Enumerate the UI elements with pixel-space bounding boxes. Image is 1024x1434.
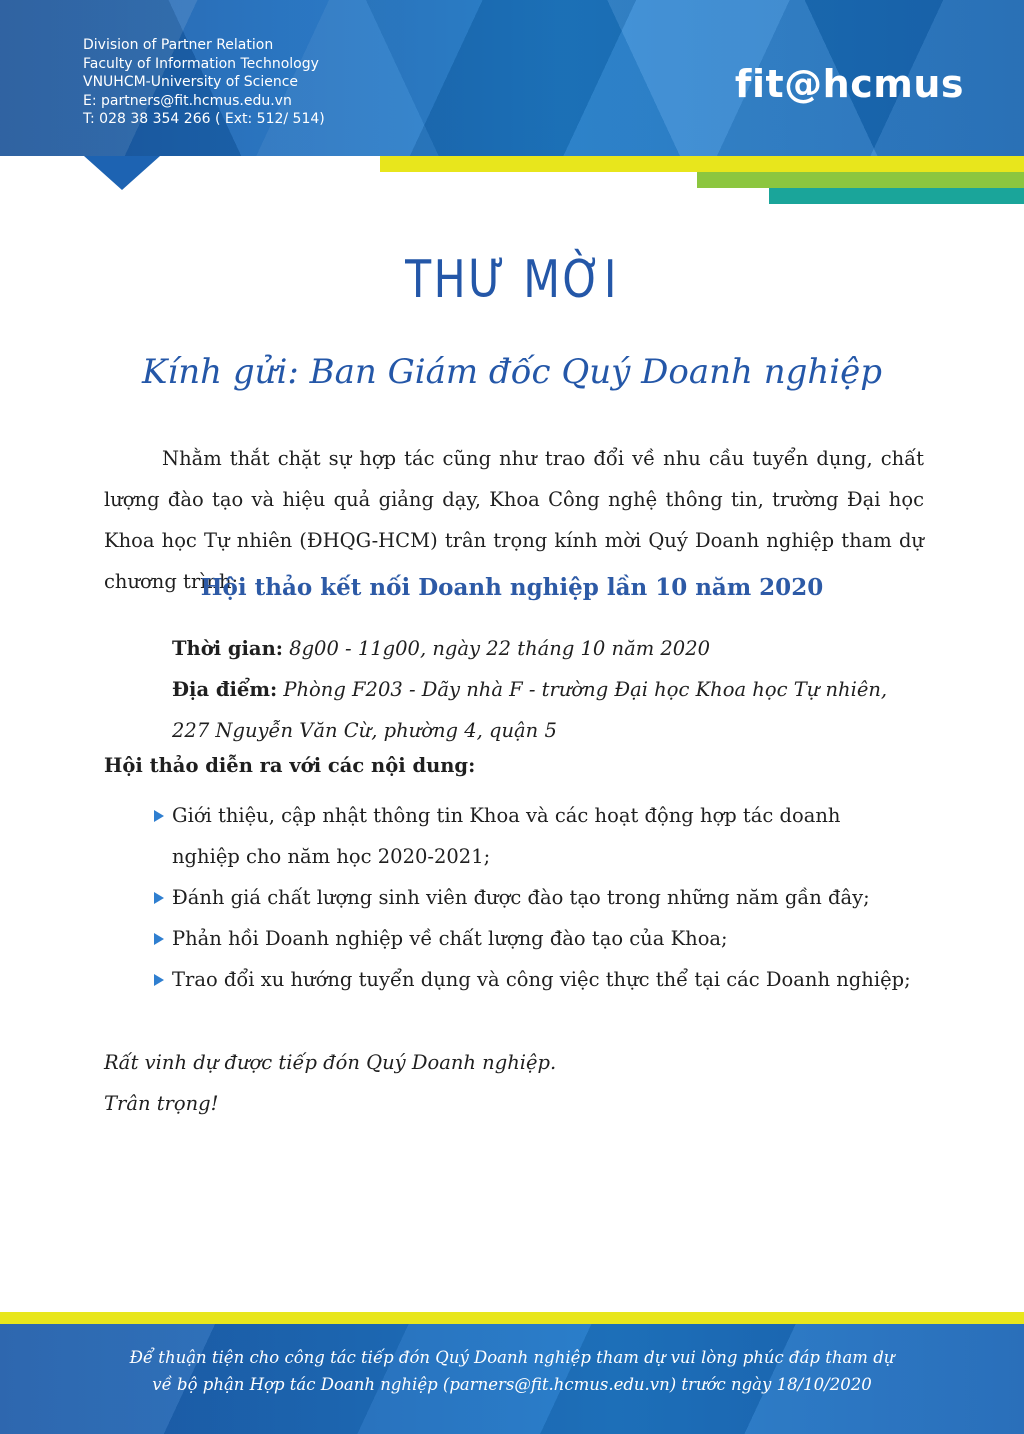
triangle-bullet-icon (154, 810, 164, 822)
footer-line: Để thuận tiện cho công tác tiếp đón Quý Doanh nghiệp tham dự vui lòng phúc đáp tham dự (129, 1348, 895, 1367)
banner-notch (84, 156, 160, 190)
triangle-bullet-icon (154, 933, 164, 945)
contact-line-university: VNUHCM-University of Science (83, 74, 299, 90)
triangle-bullet-icon (154, 974, 164, 986)
event-details (172, 628, 922, 751)
list-item (152, 918, 912, 959)
location-row (172, 669, 922, 751)
agenda-item-text: Phản hồi Doanh nghiệp về chất lượng đào tạo của Khoa; (172, 927, 728, 950)
list-item (152, 795, 912, 877)
closing-signoff: Trân trọng! (104, 1092, 219, 1115)
agenda-heading: Hội thảo diễn ra với các nội dung: (104, 754, 476, 777)
accent-stripe-yellow (380, 156, 1024, 172)
contact-line-phone: T: 028 38 354 266 ( Ext: 512/ 514) (83, 111, 325, 127)
contact-line-faculty: Faculty of Information Technology (83, 55, 319, 72)
time-row (172, 628, 922, 669)
event-title: Hội thảo kết nối Doanh nghiệp lần 10 năm 2020 (200, 574, 824, 601)
footer-note (0, 1344, 1024, 1398)
footer-banner (0, 1324, 1024, 1434)
contact-info (83, 36, 325, 129)
letter-title: THƯ MỜI (405, 250, 619, 310)
triangle-bullet-icon (154, 892, 164, 904)
list-item (152, 959, 912, 1000)
time-value: 8g00 - 11g00, ngày 22 tháng 10 năm 2020 (289, 637, 711, 660)
accent-stripe-teal (769, 188, 1024, 204)
footer-accent-stripe (0, 1312, 1024, 1324)
agenda-list (152, 795, 912, 1000)
list-item (152, 877, 912, 918)
footer-line: về bộ phận Hợp tác Doanh nghiệp (parners@fit.hcmus.edu.vn) trước ngày 18/10/2020 (152, 1375, 872, 1394)
agenda-item-text: Trao đổi xu hướng tuyển dụng và công việc thực thể tại các Doanh nghiệp; (172, 968, 911, 991)
letter-salutation: Kính gửi: Ban Giám đốc Quý Doanh nghiệp (141, 352, 883, 392)
contact-line-email: E: partners@fit.hcmus.edu.vn (83, 92, 292, 109)
closing-remarks (104, 1042, 556, 1124)
agenda-item-text: Đánh giá chất lượng sinh viên được đào tạo trong những năm gần đây; (172, 886, 870, 909)
intro-paragraph: Nhằm thắt chặt sự hợp tác cũng như trao đổi về nhu cầu tuyển dụng, chất lượng đào tạo và hiệu quả giảng dạy, Khoa Công nghệ thông tin, trường Đại học Khoa học Tự nhiên (ĐHQG-HCM) trân trọng kính mời Quý Doanh nghiệp tham dự chương trình: (104, 447, 924, 593)
brand-logo-text: fit@hcmus (734, 62, 964, 106)
closing-line: Rất vinh dự được tiếp đón Quý Doanh nghiệp. (104, 1051, 557, 1074)
location-label: Địa điểm: (172, 678, 278, 701)
time-label: Thời gian: (172, 637, 283, 660)
agenda-item-text: Giới thiệu, cập nhật thông tin Khoa và các hoạt động hợp tác doanh nghiệp cho năm học 2020-2021; (172, 804, 841, 868)
letterhead-banner (0, 0, 1024, 156)
location-value: Phòng F203 - Dãy nhà F - trường Đại học Khoa học Tự nhiên, 227 Nguyễn Văn Cừ, phường 4, quận 5 (172, 678, 888, 742)
contact-line-division: Division of Partner Relation (83, 37, 274, 53)
accent-stripe-green (697, 172, 1024, 188)
